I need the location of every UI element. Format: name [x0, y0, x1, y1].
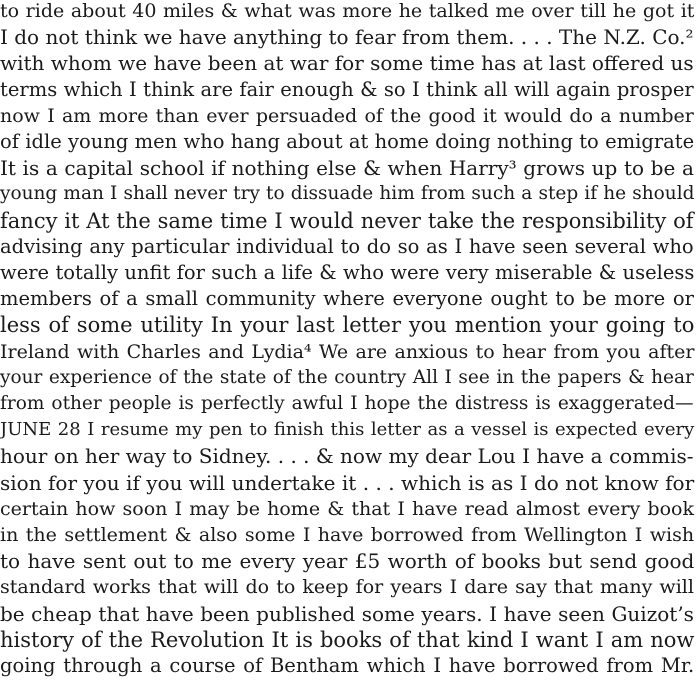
text-line: with whom we have been at war for some time has at last offered us — [0, 51, 694, 76]
text-line: to ride about 40 miles & what was more he talked me over till he got it — [0, 0, 695, 22]
text-line: were totally unfit for such a life & who were very miserable & useless — [0, 261, 695, 284]
text-line: young man I shall never try to dissuade him from such a step if he should — [0, 183, 695, 205]
text-line: less of some utility In your last letter you mention your going to — [0, 313, 695, 338]
text-line: fancy it At the same time I would never take the responsibility of — [0, 208, 694, 233]
text-line: standard works that will do to keep for years I dare say that many will — [0, 576, 694, 599]
text-line: going through a course of Bentham which I have borrowed from Mr. — [0, 654, 695, 677]
text-line: advising any particular individual to do so as I have seen several who — [0, 234, 694, 258]
text-line: of idle young men who hang about at home doing nothing to emigrate — [0, 130, 695, 153]
text-line: to have sent out to me every year £5 worth of books but send good — [0, 549, 695, 574]
text-line: I do not think we have anything to fear from them. . . . The N.Z. Co.² — [0, 25, 694, 50]
text-line: your experience of the state of the country All I see in the papers & hear — [0, 366, 694, 388]
text-line: now I am more than ever persuaded of the good it would do a number — [0, 104, 694, 127]
text-line: Ireland with Charles and Lydia⁴ We are anxious to hear from you after — [0, 340, 695, 363]
text-line: from other people is perfectly awful I hope the distress is exaggerated— — [0, 393, 694, 414]
text-line: members of a small community where everyone ought to be more or — [0, 287, 694, 311]
text-line: It is a capital school if nothing else & when Harry³ grows up to be a — [0, 156, 694, 181]
text-line: hour on her way to Sidney. . . . & now my dear Lou I have a commis- — [0, 444, 694, 469]
text-line: in the settlement & also some I have borrowed from Wellington I wish — [0, 524, 695, 546]
text-line: JUNE 28 I resume my pen to finish this letter as a vessel is expected every — [0, 419, 695, 441]
text-line: sion for you if you will undertake it . . . which is as I do not know for — [0, 470, 695, 495]
text-line: certain how soon I may be home & that I have read almost every book — [0, 497, 694, 520]
text-line: be cheap that have been published some years. I have seen Guizot’s — [0, 601, 694, 626]
text-line: history of the Revolution It is books of that kind I want I am now — [0, 627, 695, 652]
text-line: terms which I think are fair enough & so I think all will again prosper — [0, 77, 694, 101]
